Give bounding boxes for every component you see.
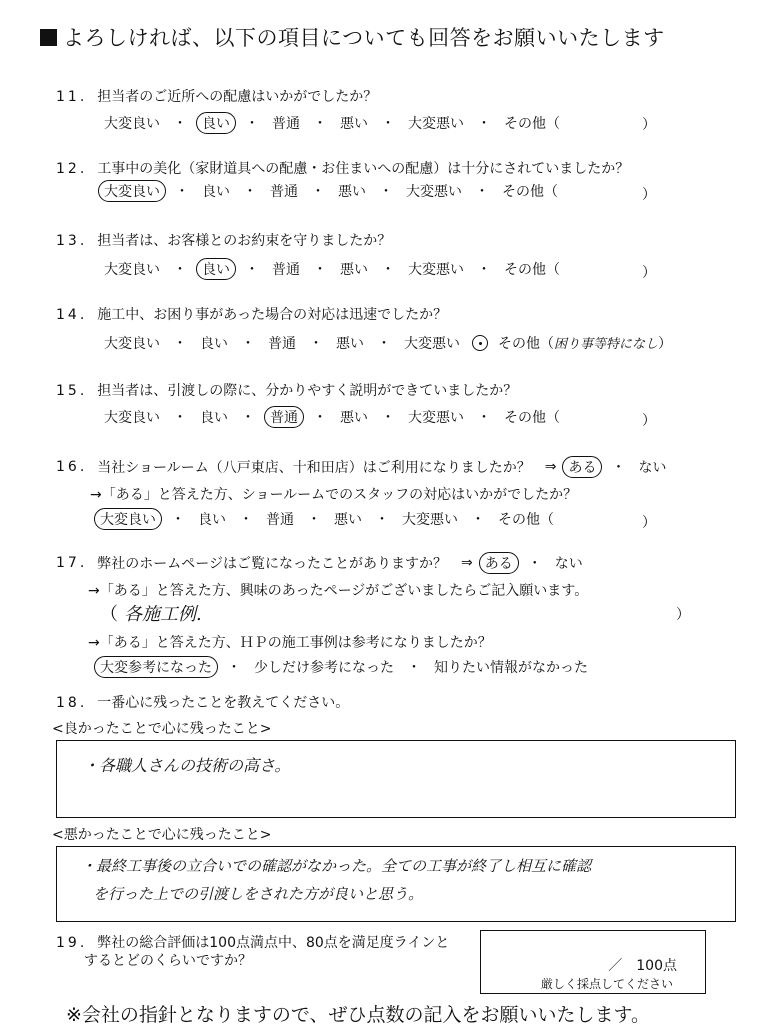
option-no[interactable]: ない — [554, 556, 583, 572]
question-11: 11. 担当者のご近所への配慮はいかがでしたか？ — [56, 89, 378, 105]
answer-row-13: 大変良い ・ 良い ・ 普通 ・ 悪い ・ 大変悪い ・ その他（ — [100, 258, 564, 280]
option-very-good[interactable]: 大変良い — [104, 116, 160, 132]
selected-dot-icon — [472, 335, 488, 351]
footer-note: ※会社の指針となりますので、ぜひ点数の記入をお願いいたします。 — [66, 1004, 651, 1026]
option-good[interactable]: 良い — [200, 410, 228, 426]
question-17: 17. 弊社のホームページはご覧になったことがありますか？ ⇒ ある ・ ない — [56, 552, 587, 574]
option-very-bad[interactable]: 大変悪い — [406, 184, 462, 200]
option-very-good-selected[interactable]: 大変良い — [94, 508, 162, 530]
question-18: 18. 一番心に残ったことを教えてください。 — [56, 695, 350, 711]
option-very-bad[interactable]: 大変悪い — [402, 512, 458, 528]
close-paren: ） — [642, 265, 656, 281]
option-normal[interactable]: 普通 — [266, 512, 294, 528]
option-no[interactable]: ない — [638, 460, 667, 476]
option-very-helpful-selected[interactable]: 大変参考になった — [94, 656, 218, 678]
good-memory-handwritten: ・各職人さんの技術の高さ。 — [83, 756, 291, 775]
option-normal-selected[interactable]: 普通 — [264, 406, 304, 428]
good-memory-box[interactable] — [56, 740, 736, 818]
option-very-good[interactable]: 大変良い — [104, 410, 160, 426]
close-paren: ） — [642, 413, 656, 429]
option-good-selected[interactable]: 良い — [196, 258, 236, 280]
answer-row-11: 大変良い ・ 良い ・ 普通 ・ 悪い ・ 大変悪い ・ その他（ — [100, 112, 564, 134]
score-note: 厳しく採点してください — [540, 977, 673, 991]
option-very-bad[interactable]: 大変悪い — [408, 410, 464, 426]
question-16: 16. 当社ショールーム（八戸東店、十和田店）はご利用になりましたか？ ⇒ ある ・ ない — [56, 456, 670, 478]
question-17-sub2: →「ある」と答えた方、ＨＰの施工事例は参考になりましたか？ — [88, 635, 492, 651]
bad-memory-handwritten-2: を行った上での引渡しをされた方が良いと思う。 — [93, 885, 424, 903]
other-handwritten: 困り事等特になし — [554, 337, 659, 352]
option-not-helpful[interactable]: 知りたい情報がなかった — [434, 660, 588, 676]
question-13: 13. 担当者は、お客様とのお約束を守りましたか？ — [56, 233, 392, 249]
question-16-sub: →「ある」と答えた方、ショールームでのスタッフの対応はいかがでしたか？ — [90, 487, 578, 503]
option-good[interactable]: 良い — [202, 184, 230, 200]
close-paren: ） — [676, 607, 690, 623]
option-very-good[interactable]: 大変良い — [104, 262, 160, 278]
option-bad[interactable]: 悪い — [340, 410, 368, 426]
option-good[interactable]: 良い — [200, 336, 228, 352]
question-19: 19. 弊社の総合評価は100点満点中、80点を満足度ラインと — [56, 935, 450, 951]
option-bad[interactable]: 悪い — [340, 116, 368, 132]
bad-memory-label: <悪かったことで心に残ったこと> — [52, 827, 272, 843]
option-yes-selected[interactable]: ある — [479, 552, 519, 574]
option-very-bad[interactable]: 大変悪い — [408, 262, 464, 278]
square-bullet-icon — [40, 29, 57, 46]
answer-row-15: 大変良い ・ 良い ・ 普通 ・ 悪い ・ 大変悪い ・ その他（ — [100, 406, 564, 428]
bad-memory-handwritten-1: ・最終工事後の立合いでの確認がなかった。全ての工事が終了し相互に確認 — [81, 857, 592, 875]
option-other[interactable]: その他（ — [504, 116, 560, 132]
question-17-sub1: →「ある」と答えた方、興味のあったページがございましたらご記入願います。 — [88, 583, 589, 599]
question-14: 14. 施工中、お困り事があった場合の対応は迅速でしたか？ — [56, 307, 448, 323]
option-other[interactable]: その他（ — [498, 512, 554, 528]
option-normal[interactable]: 普通 — [272, 262, 300, 278]
option-good-selected[interactable]: 良い — [196, 112, 236, 134]
question-12: 12. 工事中の美化（家財道具への配慮・お住まいへの配慮）は十分にされていましたか？ — [56, 161, 630, 177]
score-box[interactable] — [480, 930, 706, 994]
bad-memory-box[interactable] — [56, 846, 736, 922]
option-normal[interactable]: 普通 — [272, 116, 300, 132]
option-yes-selected[interactable]: ある — [562, 456, 602, 478]
answer-row-16: 大変良い ・ 良い ・ 普通 ・ 悪い ・ 大変悪い ・ その他（ — [94, 508, 558, 530]
option-very-good[interactable]: 大変良い — [104, 336, 160, 352]
option-good[interactable]: 良い — [198, 512, 226, 528]
option-bad[interactable]: 悪い — [338, 184, 366, 200]
option-very-good-selected[interactable]: 大変良い — [98, 180, 166, 202]
close-paren: ） — [642, 515, 656, 531]
close-paren: ） — [642, 187, 656, 203]
good-memory-label: <良かったことで心に残ったこと> — [52, 721, 272, 737]
option-very-bad[interactable]: 大変悪い — [408, 116, 464, 132]
option-slightly-helpful[interactable]: 少しだけ参考になった — [254, 660, 394, 676]
option-other-selected[interactable]: その他（困り事等特になし） — [498, 336, 673, 352]
answer-row-17: 大変参考になった ・ 少しだけ参考になった ・ 知りたい情報がなかった — [94, 656, 592, 678]
option-normal[interactable]: 普通 — [270, 184, 298, 200]
option-bad[interactable]: 悪い — [340, 262, 368, 278]
question-15: 15. 担当者は、引渡しの際に、分かりやすく説明ができていましたか？ — [56, 383, 518, 399]
option-bad[interactable]: 悪い — [336, 336, 364, 352]
option-normal[interactable]: 普通 — [268, 336, 296, 352]
question-19-line2: するとどのくらいですか？ — [84, 953, 252, 969]
option-bad[interactable]: 悪い — [334, 512, 362, 528]
option-other[interactable]: その他（ — [504, 410, 560, 426]
answer-row-12: 大変良い ・ 良い ・ 普通 ・ 悪い ・ 大変悪い ・ その他（ — [98, 180, 562, 202]
option-other[interactable]: その他（ — [502, 184, 558, 200]
page-title: よろしければ、以下の項目についても回答をお願いいたします — [40, 22, 665, 52]
score-max: ／ 100点 — [608, 958, 677, 974]
open-paren: （ — [100, 604, 118, 625]
option-other[interactable]: その他（ — [504, 262, 560, 278]
answer-row-14: 大変良い ・ 良い ・ 普通 ・ 悪い ・ 大変悪い その他（困り事等特になし） — [100, 332, 676, 354]
option-very-bad[interactable]: 大変悪い — [404, 336, 460, 352]
interest-handwritten[interactable]: 各施工例. — [124, 604, 202, 625]
close-paren: ） — [642, 117, 656, 133]
